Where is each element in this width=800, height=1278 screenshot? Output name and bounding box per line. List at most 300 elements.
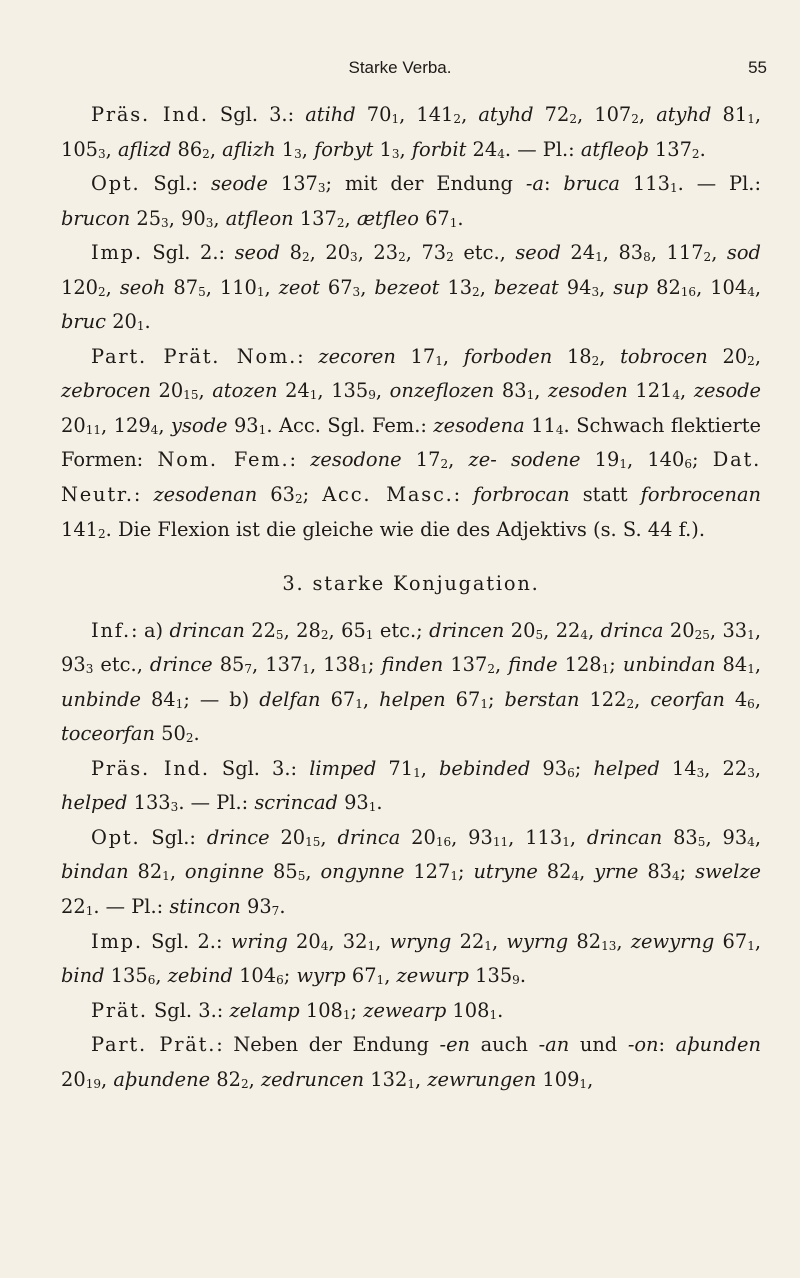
line-subscript: 3 [294, 146, 302, 161]
text-run: 71 [376, 756, 414, 780]
text-run: 120 [61, 275, 99, 299]
text-run: 20 [663, 618, 695, 642]
text-run: etc., [453, 241, 516, 265]
text-run: Imp. [91, 241, 143, 265]
text-run: 137 [648, 137, 692, 161]
text-run: , [209, 137, 223, 161]
line-subscript: 2 [440, 457, 449, 472]
text-run: 20 [61, 413, 86, 437]
paragraph-group-1 [61, 98, 761, 547]
line-subscript: 3 [205, 215, 214, 230]
text-run: , 22 [543, 618, 581, 642]
text-run: , [754, 825, 761, 849]
form-word: bruc [61, 310, 107, 334]
line-subscript: 1 [601, 662, 610, 677]
text-run: Dat. Neutr. [61, 448, 762, 507]
text-run: Sgl. 3.: [208, 103, 306, 126]
text-run: 20 [150, 379, 184, 403]
text-run: . [563, 413, 577, 437]
form-word: drince [206, 825, 270, 849]
line-subscript: 13 [601, 938, 617, 953]
form-word: drincan [586, 825, 663, 849]
line-subscript: 19 [85, 1076, 101, 1091]
paragraph [61, 925, 761, 994]
text-run: , [420, 756, 439, 780]
text-run: : a) [131, 618, 170, 642]
form-word: sod [726, 241, 761, 265]
line-subscript: 7 [271, 904, 280, 919]
line-subscript: 9 [368, 388, 376, 403]
form-word: onzeflozen [389, 379, 495, 403]
text-run: und [569, 1033, 628, 1057]
text-run: , [362, 687, 380, 711]
line-subscript: 1 [175, 696, 184, 711]
line-subscript: 1 [407, 1076, 415, 1091]
text-run: , [448, 448, 469, 472]
form-word: bezeot [374, 275, 440, 299]
text-run: 85 [264, 860, 298, 884]
line-subscript: 5 [275, 627, 284, 642]
text-run: 14 [659, 756, 697, 780]
form-word: stincon [169, 895, 241, 919]
line-subscript: 2 [336, 215, 345, 230]
section-heading: 3. starke Konjugation. [282, 572, 540, 596]
text-run: : [297, 344, 319, 368]
text-run: , 129 [100, 413, 151, 437]
form-word: limped [309, 756, 377, 780]
line-subscript: 1 [376, 973, 385, 988]
form-word: forbyt [314, 137, 374, 161]
form-word: zecoren [318, 344, 396, 368]
text-run: 137 [293, 206, 337, 230]
form-word: helped [61, 791, 128, 815]
form-word: bind [61, 964, 105, 988]
text-run: , [638, 103, 657, 126]
text-run: . Acc. Sgl. Fem.: [266, 413, 434, 437]
text-run: , [375, 929, 390, 953]
text-run: , [248, 1067, 261, 1091]
text-run: , [213, 206, 226, 230]
text-run: 122 [579, 687, 627, 711]
text-run: , [704, 756, 723, 780]
text-run: , 93 [61, 618, 761, 677]
text-run: 20 [287, 929, 321, 953]
text-run: , 107 [576, 103, 632, 126]
line-subscript: 6 [147, 973, 156, 988]
text-run: , 65 [328, 618, 366, 642]
form-word: -on [627, 1033, 659, 1057]
text-run: Sgl. 3.: [147, 998, 230, 1022]
text-run: 83 [673, 825, 698, 849]
line-subscript: 2 [591, 353, 600, 368]
text-run: etc.; [373, 618, 430, 642]
text-run: , [599, 275, 614, 299]
line-subscript: 2 [472, 284, 480, 299]
form-word: forbrocan [473, 483, 570, 507]
text-run [708, 345, 723, 368]
text-run: Sgl.: [140, 172, 211, 196]
running-header [0, 56, 800, 82]
text-run: . [519, 964, 526, 988]
line-subscript: 6 [747, 696, 755, 711]
line-subscript: 8 [643, 250, 651, 265]
text-run: Sgl. 2.: [142, 241, 235, 265]
text-run: , [602, 241, 619, 265]
running-title: Starke Verba. [348, 58, 452, 77]
text-run: , [344, 206, 357, 230]
text-run: , 141 [399, 103, 454, 126]
text-run: Part. Prät. Nom. [91, 344, 298, 368]
text-run: , [264, 275, 279, 299]
line-subscript: 2 [320, 627, 329, 642]
form-word: swelze [695, 860, 762, 884]
text-run: , 73 [405, 241, 447, 265]
text-run: , [616, 929, 631, 953]
line-subscript: 1 [526, 388, 535, 403]
text-run: ; [692, 448, 713, 472]
form-word: zesodenan [153, 483, 258, 507]
text-run: 20 [61, 1067, 86, 1091]
form-word: delfan [259, 687, 321, 711]
text-run: , 93 [705, 825, 748, 849]
form-word: unbinde [61, 687, 141, 711]
line-subscript: 2 [185, 731, 194, 746]
text-run: 22 [722, 756, 748, 780]
text-run: : [453, 483, 474, 507]
form-word: -an [538, 1033, 570, 1057]
line-subscript: 1 [256, 284, 265, 299]
text-run: Prät. [91, 998, 148, 1022]
paragraph [61, 167, 761, 236]
text-run: ; [487, 687, 505, 711]
text-run [662, 826, 673, 849]
line-subscript: 2 [301, 250, 310, 265]
line-subscript: 2 [98, 284, 106, 299]
text-run: 133 [127, 791, 171, 815]
text-run: , [711, 241, 727, 265]
text-run: 82 [648, 275, 681, 299]
text-run: , [587, 1067, 594, 1091]
text-run: Opt. [91, 172, 141, 196]
line-subscript: 1 [162, 869, 170, 884]
text-run: 67 [320, 687, 356, 711]
text-run: , 117 [650, 241, 704, 265]
text-run: , [158, 413, 171, 437]
line-subscript: 16 [435, 835, 452, 850]
text-run: 84 [715, 653, 748, 677]
form-word: ysode [171, 413, 228, 437]
form-word: utryne [473, 860, 538, 884]
line-subscript: 1 [355, 696, 363, 711]
form-word: -a [525, 172, 544, 196]
text-run: 84 [140, 687, 176, 711]
text-run: : Neben der Endung [216, 1033, 440, 1057]
line-subscript: 2 [294, 492, 303, 507]
text-run: 137 [443, 653, 488, 677]
text-run: , 32 [328, 929, 368, 953]
form-word: drincan [169, 618, 245, 642]
text-run: 24 [466, 137, 498, 161]
form-word: aþunden [675, 1033, 761, 1057]
form-word: drinca [600, 618, 664, 642]
line-subscript: 1 [258, 423, 267, 438]
form-word: zelamp [229, 998, 300, 1022]
text-run: 113 [620, 172, 670, 196]
text-run: 20 [106, 310, 137, 334]
line-subscript: 2 [747, 353, 755, 368]
form-word: zesoden [548, 379, 628, 403]
line-subscript: 11 [85, 423, 101, 438]
line-subscript: 1 [450, 869, 458, 884]
text-run: , [579, 860, 595, 884]
form-word: zewyrng [630, 929, 715, 953]
line-subscript: 2 [703, 250, 712, 265]
text-run: Imp. [91, 929, 143, 953]
line-subscript: 1 [595, 250, 603, 265]
text-run: , [754, 756, 762, 780]
form-word: seode [210, 172, 268, 196]
text-run: 93 [227, 413, 259, 437]
text-run: . Die Flexion ist die gleiche [105, 517, 380, 541]
text-run: 17 [401, 448, 441, 472]
text-run: 94 [558, 275, 592, 299]
page-body [61, 98, 761, 1097]
line-subscript: 1 [669, 181, 678, 196]
line-subscript: 1 [85, 904, 94, 919]
text-run: 4 [724, 687, 748, 711]
form-word: atyhd [656, 103, 712, 126]
text-run: ; [574, 756, 594, 780]
text-run: , 28 [283, 618, 321, 642]
text-run: , [360, 275, 375, 299]
text-run: , 137 [252, 653, 303, 677]
line-subscript: 5 [297, 869, 306, 884]
text-run: auch [470, 1033, 539, 1057]
form-word: forboden [463, 344, 553, 368]
text-run: , 104 [696, 275, 748, 299]
form-word: ætfleo [356, 206, 419, 230]
text-run: 135 [468, 964, 513, 988]
line-subscript: 1 [747, 662, 755, 677]
paragraph [61, 340, 761, 547]
form-word: atyhd [478, 103, 534, 126]
form-word: ceorfan [650, 687, 725, 711]
text-run: 137 [267, 172, 318, 196]
form-word: atihd [305, 103, 356, 126]
text-run: . — [504, 137, 543, 161]
line-subscript: 4 [497, 146, 505, 161]
form-word: seod [234, 241, 281, 265]
form-word: forbit [411, 137, 467, 161]
form-word: zedruncen [260, 1067, 365, 1091]
text-run: , [754, 929, 762, 953]
form-word: tobrocen [620, 344, 708, 368]
line-subscript: 4 [555, 423, 564, 438]
line-subscript: 6 [684, 457, 693, 472]
form-word: scrincad [254, 791, 338, 815]
line-subscript: 1 [484, 938, 492, 953]
line-subscript: 1 [367, 938, 376, 953]
text-run: 20 [269, 825, 306, 849]
text-run: , [491, 929, 507, 953]
text-run: , [534, 379, 549, 403]
line-subscript: 15 [305, 835, 321, 850]
text-run: 128 [557, 653, 602, 677]
line-subscript: 6 [276, 973, 284, 988]
text-run: 82 [537, 860, 572, 884]
line-subscript: 4 [672, 869, 680, 884]
text-run: 86 [171, 137, 203, 161]
paragraph [61, 98, 761, 167]
text-run: , [754, 275, 762, 299]
text-run: , [375, 379, 390, 403]
line-subscript: 4 [672, 388, 681, 403]
text-run: Schwach flektierte Formen: [61, 413, 761, 472]
line-subscript: 1 [619, 457, 627, 472]
text-run: Sgl. 2.: [142, 929, 231, 953]
text-run: . [193, 722, 200, 746]
line-subscript: 2 [691, 146, 700, 161]
text-run: , [754, 687, 761, 711]
form-word: aþundene [113, 1067, 211, 1091]
text-run: , [479, 275, 494, 299]
text-run: 24 [560, 241, 596, 265]
text-run: 109 [536, 1067, 580, 1091]
line-subscript: 3 [85, 662, 94, 677]
text-run: 93 [337, 791, 369, 815]
text-run: Pl.: [542, 137, 581, 161]
text-run: wie die des Adjektivs (s. S. 44 f.). [379, 517, 706, 541]
line-subscript: 2 [240, 1076, 249, 1091]
text-run: 93 [530, 756, 568, 780]
line-subscript: 5 [198, 284, 206, 299]
paragraph [61, 614, 761, 752]
text-run: , 113 [508, 825, 563, 849]
form-word: atozen [212, 379, 278, 403]
text-run: ; mit der Endung [325, 172, 526, 196]
text-run: : [289, 448, 311, 472]
text-run: 18 [552, 344, 592, 368]
text-run: 67 [445, 687, 481, 711]
line-subscript: 1 [579, 1076, 588, 1091]
line-subscript: 1 [489, 1007, 498, 1022]
line-subscript: 1 [449, 215, 458, 230]
text-run: 22 [61, 895, 86, 919]
line-subscript: 7 [244, 662, 253, 677]
line-subscript: 3 [352, 284, 361, 299]
line-subscript: 1 [342, 1007, 351, 1022]
form-word: zewearp [363, 998, 447, 1022]
text-run: . [457, 206, 464, 230]
form-word: zebrocen [61, 379, 151, 403]
line-subscript: 2 [446, 250, 454, 265]
text-run: , [320, 825, 338, 849]
text-run: 20 [722, 344, 748, 368]
line-subscript: 3 [350, 250, 358, 265]
text-run: , [198, 379, 213, 403]
line-subscript: 25 [694, 627, 710, 642]
line-subscript: 2 [202, 146, 210, 161]
form-word: zebind [167, 964, 233, 988]
form-word: zewrungen [427, 1067, 537, 1091]
text-run: , 110 [205, 275, 257, 299]
form-word: seod [515, 241, 561, 265]
text-run: ; [283, 964, 297, 988]
text-run: ; [609, 653, 623, 677]
line-subscript: 1 [391, 112, 400, 127]
form-word: wyrng [506, 929, 569, 953]
text-run: Sgl. 3.: [209, 756, 310, 780]
line-subscript: 1 [480, 696, 488, 711]
text-run: , [301, 137, 315, 161]
form-word: unbindan [622, 653, 716, 677]
text-run: , 20 [309, 241, 351, 265]
form-word: -en [439, 1033, 471, 1057]
text-run: 132 [364, 1067, 408, 1091]
line-subscript: 1 [365, 627, 374, 642]
line-subscript: 2 [398, 250, 406, 265]
line-subscript: 4 [150, 423, 159, 438]
form-word: toceorfan [61, 722, 155, 746]
form-word: zesodena [433, 413, 525, 437]
text-run: 82 [568, 929, 602, 953]
text-run: 17 [395, 344, 436, 368]
text-run: 70 [355, 103, 392, 126]
form-word: wryng [389, 929, 452, 953]
text-run: , [569, 825, 587, 849]
text-run: 83 [638, 860, 672, 884]
text-run: 63 [257, 483, 295, 507]
text-run: , [105, 137, 118, 161]
text-run: : [658, 1033, 676, 1057]
text-run: 22 [244, 618, 276, 642]
text-run: 20 [504, 618, 536, 642]
line-subscript: 1 [747, 627, 755, 642]
line-subscript: 4 [747, 284, 755, 299]
line-subscript: 3 [391, 146, 400, 161]
text-run: , 135 [317, 379, 369, 403]
paragraph-group-2 [61, 614, 761, 1098]
paragraph [61, 752, 761, 821]
line-subscript: 3 [747, 766, 755, 780]
line-subscript: 2 [453, 112, 462, 127]
text-run: ; [350, 998, 364, 1022]
text-run: ; [679, 860, 696, 884]
text-run: — Pl.: [696, 172, 761, 196]
text-run: 87 [165, 275, 199, 299]
text-run: , [599, 344, 621, 368]
line-subscript: 16 [680, 284, 697, 299]
form-word: zesodone [310, 448, 402, 472]
form-word: brucon [61, 206, 131, 230]
text-run: 13 [439, 275, 473, 299]
form-word: bindan [61, 860, 129, 884]
text-run: 121 [627, 379, 673, 403]
line-subscript: 15 [183, 388, 199, 403]
text-run: 141 [61, 517, 99, 541]
form-word: zewurp [396, 964, 469, 988]
text-run: , 105 [61, 103, 762, 161]
text-run: , [754, 344, 761, 368]
text-run: 67 [714, 929, 748, 953]
form-word: drincen [429, 618, 505, 642]
text-run: 67 [418, 206, 450, 230]
text-run: . [677, 172, 697, 196]
text-run: , [169, 860, 185, 884]
paragraph [61, 1028, 761, 1097]
text-run: , 93 [451, 825, 493, 849]
text-run: 104 [232, 964, 277, 988]
